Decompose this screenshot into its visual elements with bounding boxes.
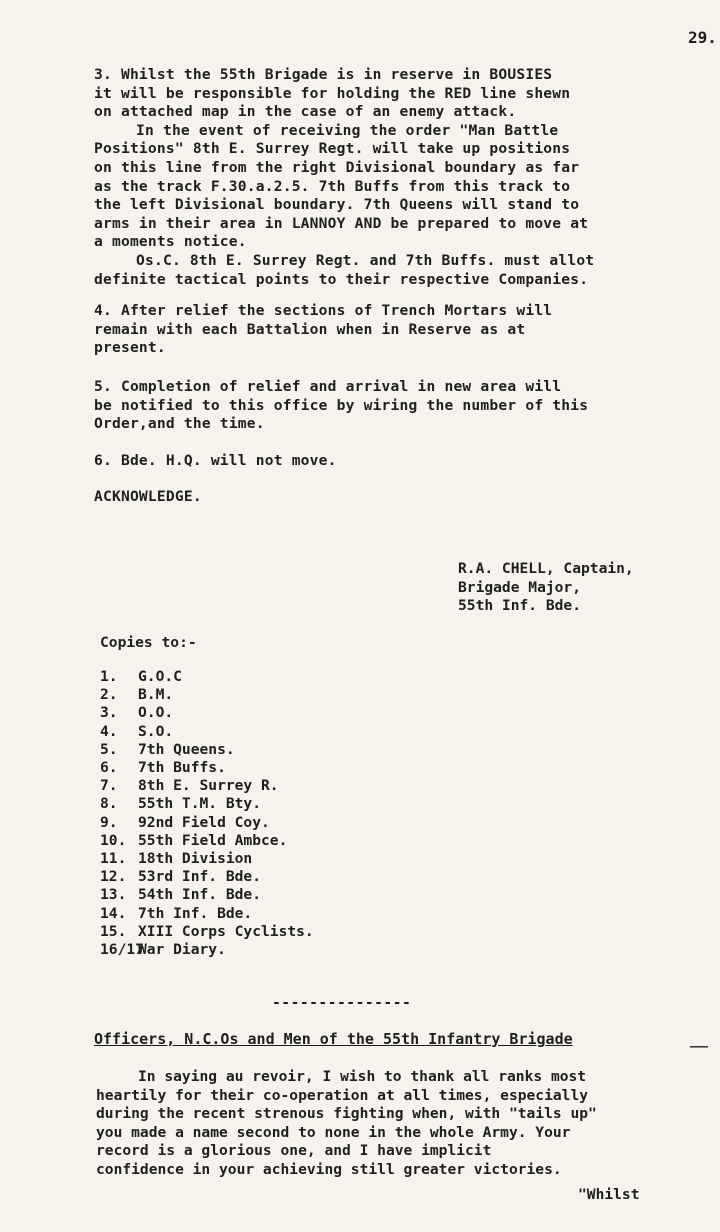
list-item xyxy=(100,850,314,868)
paragraph-3 xyxy=(94,66,704,289)
list-item xyxy=(100,832,314,850)
copy-recipient: 18th Division xyxy=(138,850,253,868)
farewell-message xyxy=(96,1068,597,1180)
paragraph-4 xyxy=(94,302,704,358)
para5-line: 5. Completion of relief and arrival in new area will xyxy=(94,378,562,395)
list-item xyxy=(100,941,314,959)
copy-number: 6. xyxy=(100,759,118,777)
para3-line: it will be responsible for holding the RED line shewn xyxy=(94,84,571,102)
copy-recipient: B.M. xyxy=(138,686,174,704)
list-item xyxy=(100,723,314,741)
copy-number: 7. xyxy=(100,777,118,795)
para3-line: definite tactical points to their respective Companies. xyxy=(94,270,589,288)
para6-line: 6. Bde. H.Q. will not move. xyxy=(94,452,337,469)
para3-line: the left Divisional boundary. 7th Queens will stand to xyxy=(94,196,580,214)
farewell-line: you made a name second to none in the whole Army. Your xyxy=(96,1123,571,1141)
copy-number: 11. xyxy=(100,850,127,868)
acknowledge-text: ACKNOWLEDGE. xyxy=(94,488,202,505)
copy-recipient: 92nd Field Coy. xyxy=(138,813,270,831)
para3-line: as the track F.30.a.2.5. 7th Buffs from this track to xyxy=(94,177,571,195)
copy-recipient: 8th E. Surrey R. xyxy=(138,777,279,795)
list-item xyxy=(100,686,314,704)
farewell-line: confidence in your achieving still greater victories. xyxy=(96,1160,562,1178)
farewell-line: during the recent strenous fighting when, with "tails up" xyxy=(96,1105,597,1123)
paragraph-5 xyxy=(94,378,704,434)
copy-recipient: S.O. xyxy=(138,722,174,740)
list-item xyxy=(100,923,314,941)
copy-recipient: G.O.C xyxy=(138,668,182,685)
para3-line: In the event of receiving the order "Man Battle xyxy=(136,121,559,139)
list-item xyxy=(100,777,314,795)
copies-heading: Copies to:- xyxy=(100,634,197,651)
copy-recipient: 7th Inf. Bde. xyxy=(138,904,253,922)
para5-line: be notified to this office by wiring the number of this xyxy=(94,396,589,414)
list-item xyxy=(100,905,314,923)
para3-line: Os.C. 8th E. Surrey Regt. and 7th Buffs. must allot xyxy=(136,251,595,269)
separator: --------------- xyxy=(272,994,412,1011)
farewell-line: record is a glorious one, and I have implicit xyxy=(96,1142,492,1160)
copy-number: 5. xyxy=(100,740,118,758)
continuation-text: "Whilst xyxy=(578,1186,640,1203)
farewell-line: heartily for their co-operation at all times, especially xyxy=(96,1086,589,1104)
copy-number: 13. xyxy=(100,886,127,904)
signature-line: 55th Inf. Bde. xyxy=(458,597,582,615)
para3-line: arms in their area in LANNOY AND be prepared to move at xyxy=(94,214,589,232)
para3-line: a moments notice. xyxy=(94,233,247,251)
signature-block xyxy=(458,560,634,616)
para3-line: 3. Whilst the 55th Brigade is in reserve in BOUSIES xyxy=(94,66,553,83)
list-item xyxy=(100,668,314,686)
copy-number: 3. xyxy=(100,704,118,722)
copy-number: 14. xyxy=(100,904,127,922)
list-item xyxy=(100,704,314,722)
list-item xyxy=(100,886,314,904)
para3-line: on this line from the right Divisional boundary as far xyxy=(94,158,580,176)
copy-recipient: 7th Queens. xyxy=(138,740,235,758)
copy-number: 1. xyxy=(100,668,118,685)
copy-recipient: 55th T.M. Bty. xyxy=(138,795,262,813)
signature-line: Brigade Major, xyxy=(458,578,582,596)
para4-line: 4. After relief the sections of Trench Mortars will xyxy=(94,302,553,319)
copy-recipient: 55th Field Ambce. xyxy=(138,831,288,849)
copy-number: 10. xyxy=(100,831,127,849)
copy-number: 8. xyxy=(100,795,118,813)
copies-list xyxy=(100,668,314,959)
para5-line: Order,and the time. xyxy=(94,415,265,433)
paragraph-6 xyxy=(94,452,704,471)
farewell-line: In saying au revoir, I wish to thank all ranks most xyxy=(138,1068,587,1085)
officers-heading: Officers, N.C.Os and Men of the 55th Infantry Brigade xyxy=(94,1030,573,1048)
signature-line: R.A. CHELL, Captain, xyxy=(458,560,634,577)
list-item xyxy=(100,759,314,777)
copy-number: 16/17 xyxy=(100,941,144,959)
list-item xyxy=(100,741,314,759)
officers-heading-tail: __ xyxy=(690,1030,709,1048)
copy-number: 12. xyxy=(100,868,127,886)
copy-number: 9. xyxy=(100,813,118,831)
acknowledge xyxy=(94,488,704,507)
para3-line: Positions" 8th E. Surrey Regt. will take up positions xyxy=(94,140,571,158)
list-item xyxy=(100,795,314,813)
copy-recipient: 54th Inf. Bde. xyxy=(138,886,262,904)
copy-number: 15. xyxy=(100,922,127,940)
copy-recipient: 53rd Inf. Bde. xyxy=(138,868,262,886)
para3-line: on attached map in the case of an enemy attack. xyxy=(94,103,517,121)
page-number: 29. xyxy=(688,28,717,47)
para4-line: remain with each Battalion when in Reserve as at xyxy=(94,320,526,338)
para4-line: present. xyxy=(94,339,166,357)
copy-number: 2. xyxy=(100,686,118,704)
copy-recipient: 7th Buffs. xyxy=(138,759,226,777)
copy-recipient: XIII Corps Cyclists. xyxy=(138,922,314,940)
copy-recipient: O.O. xyxy=(138,704,174,722)
list-item xyxy=(100,814,314,832)
copy-number: 4. xyxy=(100,722,118,740)
list-item xyxy=(100,868,314,886)
copy-recipient: War Diary. xyxy=(138,941,226,959)
